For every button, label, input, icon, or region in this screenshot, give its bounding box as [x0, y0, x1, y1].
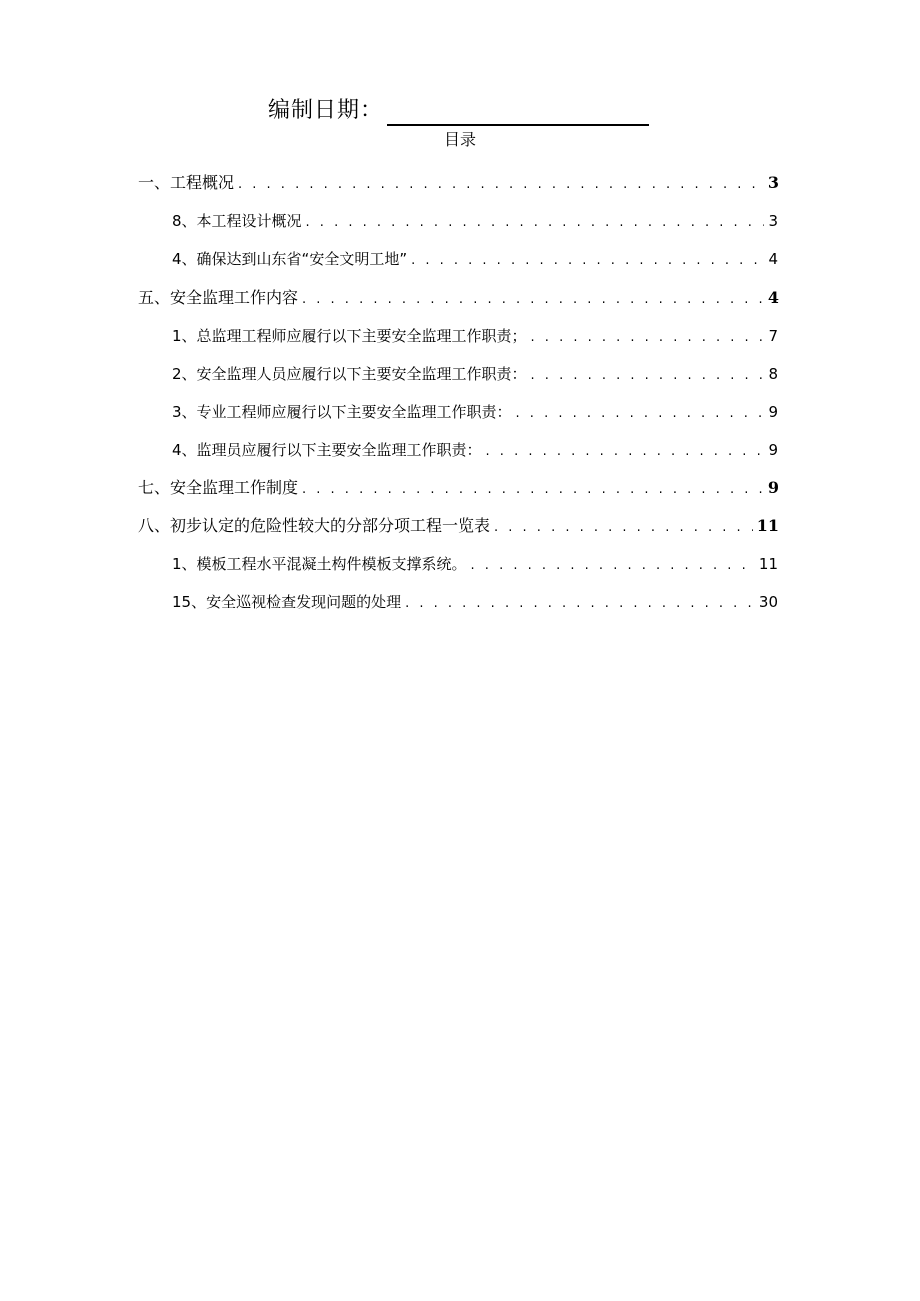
compile-date-label: 编制日期：	[268, 98, 384, 123]
toc-page-number: 8	[768, 365, 778, 383]
toc-entry-label: 一、工程概况	[138, 173, 235, 192]
toc-entry[interactable]	[172, 242, 778, 270]
toc-page-number: 9	[768, 403, 778, 421]
toc-page-number: 4	[768, 250, 778, 268]
toc-entry-label: 4、确保达到山东省“安全文明工地”	[172, 250, 408, 268]
toc-entry[interactable]	[138, 281, 779, 309]
toc-leader-dots	[486, 443, 765, 461]
toc-leader-dots	[494, 519, 753, 537]
toc-leader-dots	[238, 176, 764, 194]
toc-entry[interactable]	[138, 509, 779, 537]
toc-page-number: 30	[758, 593, 778, 611]
toc-page-number: 9	[768, 441, 778, 459]
toc-leader-dots	[471, 557, 755, 575]
toc-entry-label: 八、初步认定的危险性较大的分部分项工程一览表	[138, 516, 491, 535]
toc-entry-label: 五、安全监理工作内容	[138, 288, 299, 307]
toc-entry-label: 1、模板工程水平混凝土构件模板支撑系统。	[172, 555, 467, 573]
toc-entry[interactable]	[172, 319, 778, 347]
toc-page-number: 9	[767, 478, 779, 497]
toc-entry-label: 2、安全监理人员应履行以下主要安全监理工作职责：	[172, 365, 527, 383]
toc-title: 目录	[443, 130, 476, 149]
compile-date-line	[268, 96, 649, 126]
toc-entry[interactable]	[138, 166, 779, 194]
toc-page-number: 11	[758, 555, 778, 573]
toc-entry[interactable]	[172, 433, 778, 461]
toc-page-number: 3	[768, 212, 778, 230]
toc-entry[interactable]	[172, 204, 778, 232]
toc-entry[interactable]	[172, 395, 778, 423]
toc-entry-label: 3、专业工程师应履行以下主要安全监理工作职责：	[172, 403, 512, 421]
toc-leader-dots	[302, 481, 764, 499]
toc-page-number: 3	[767, 173, 779, 192]
toc-leader-dots	[411, 252, 764, 270]
toc-leader-dots	[531, 329, 765, 347]
toc-leader-dots	[302, 291, 764, 309]
toc-page-number: 11	[756, 516, 779, 535]
toc-entry[interactable]	[172, 357, 778, 385]
toc-entry[interactable]	[172, 585, 778, 613]
toc-leader-dots	[531, 367, 765, 385]
toc-entry-label: 4、监理员应履行以下主要安全监理工作职责：	[172, 441, 482, 459]
toc-entry[interactable]	[172, 547, 778, 575]
toc-entry-label: 1、总监理工程师应履行以下主要安全监理工作职责；	[172, 327, 527, 345]
toc-page-number: 7	[768, 327, 778, 345]
toc-entry-label: 8、本工程设计概况	[172, 212, 302, 230]
toc-entry-label: 15、安全巡视检查发现问题的处理	[172, 593, 402, 611]
toc-entry[interactable]	[138, 471, 779, 499]
toc-leader-dots	[516, 405, 765, 423]
toc-page-number: 4	[767, 288, 779, 307]
toc-leader-dots	[405, 595, 755, 613]
compile-date-blank	[387, 100, 649, 126]
toc-entry-label: 七、安全监理工作制度	[138, 478, 299, 497]
toc-leader-dots	[306, 214, 765, 232]
